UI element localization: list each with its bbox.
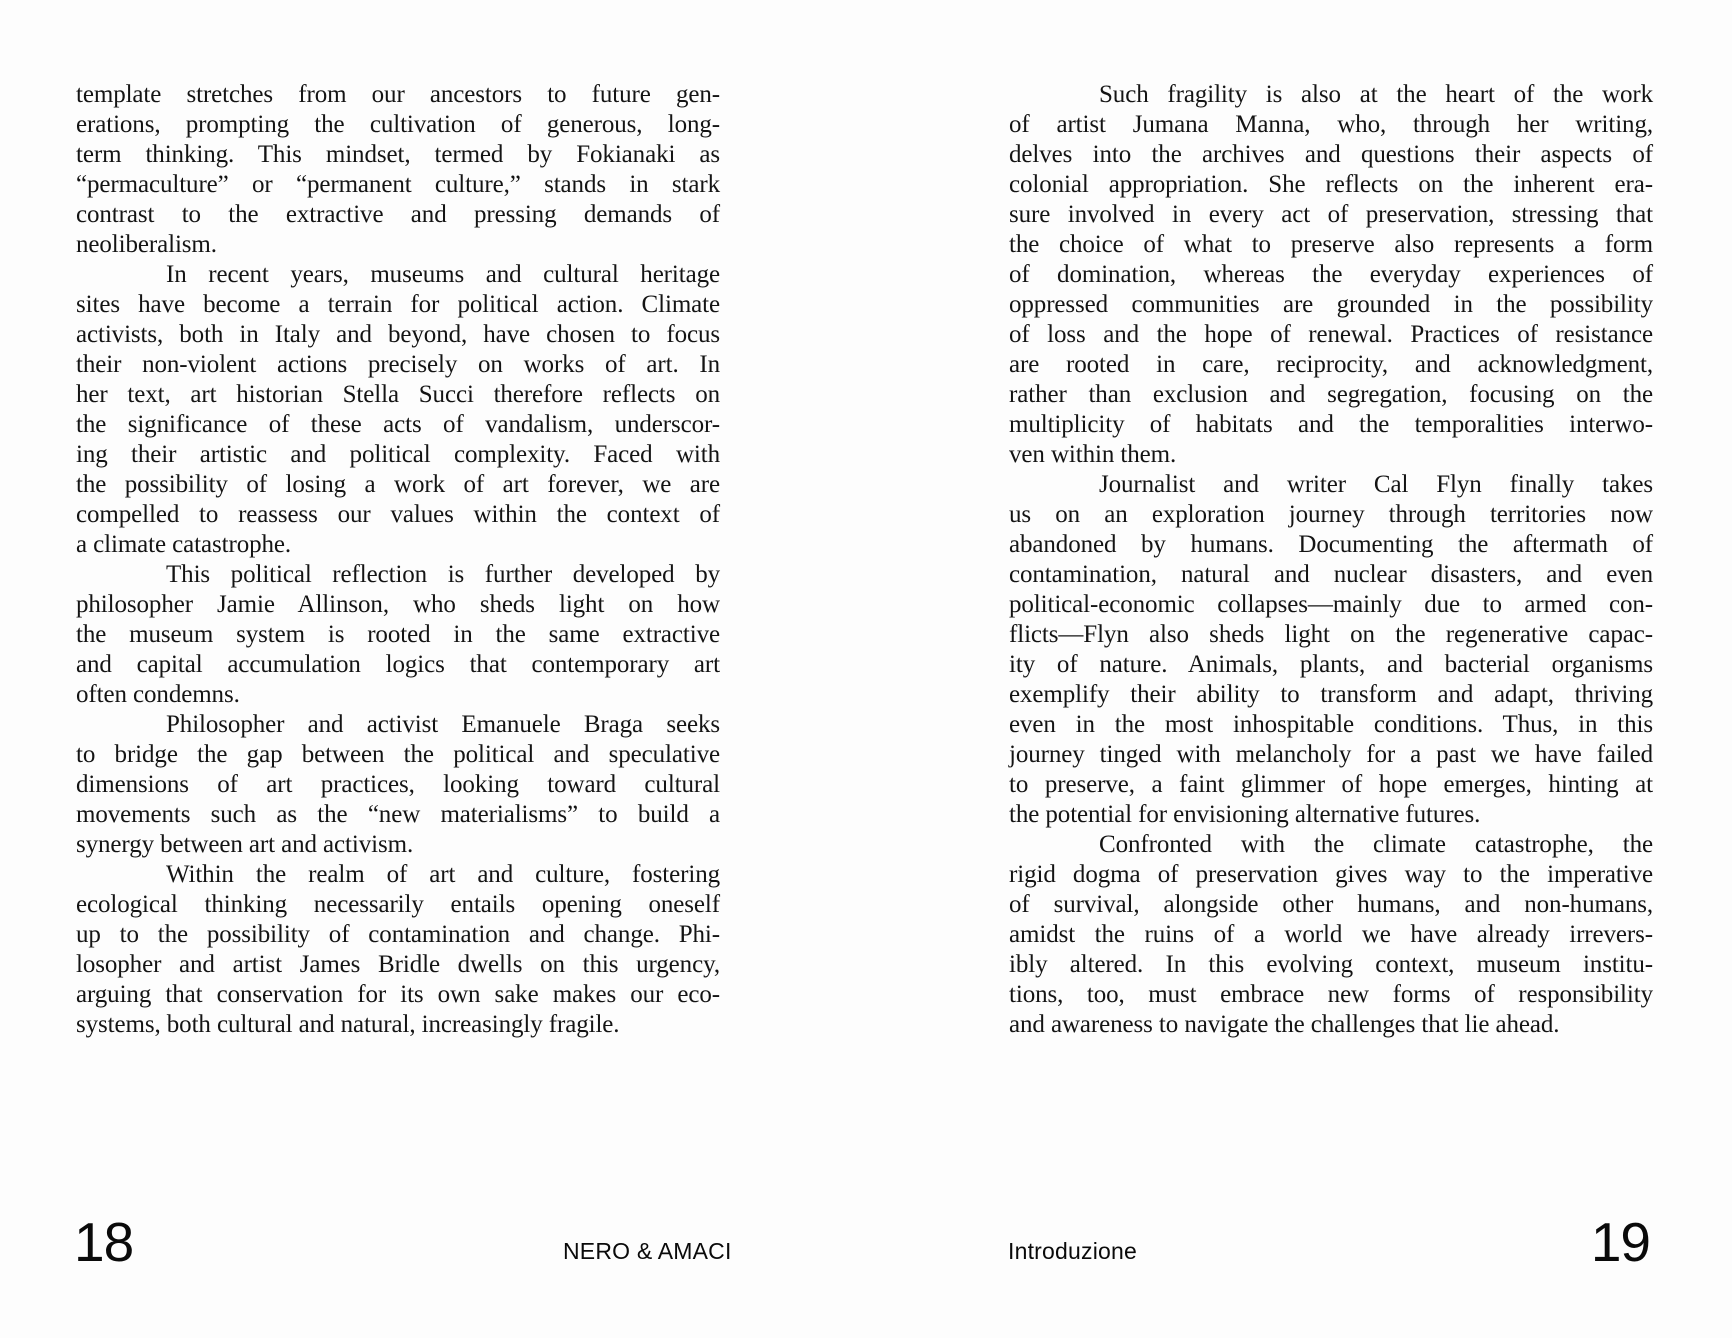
- text-line: systems, both cultural and natural, increasingly fragile.: [76, 1011, 620, 1038]
- text-line: dimensions of art practices, looking toward cultural: [76, 771, 720, 798]
- text-line: exemplify their ability to transform and adapt, thriving: [1009, 681, 1653, 708]
- text-line: of artist Jumana Manna, who, through her writing,: [1009, 111, 1653, 138]
- text-line: amidst the ruins of a world we have already irrevers-: [1009, 921, 1653, 948]
- text-line: This political reflection is further developed by: [166, 561, 720, 588]
- text-line: colonial appropriation. She reflects on the inherent era-: [1009, 171, 1653, 198]
- left-page-number: 18: [74, 1211, 134, 1273]
- text-line: Such fragility is also at the heart of the work: [1099, 81, 1653, 108]
- left-page-text-column: [76, 80, 720, 1040]
- text-line: Confronted with the climate catastrophe, the: [1099, 831, 1653, 858]
- text-line: tions, too, must embrace new forms of responsibility: [1009, 981, 1653, 1008]
- text-line: to preserve, a faint glimmer of hope emerges, hinting at: [1009, 771, 1653, 798]
- text-line: delves into the archives and questions their aspects of: [1009, 141, 1653, 168]
- text-line: “permaculture” or “permanent culture,” stands in stark: [76, 171, 720, 198]
- running-footer-chapter: Introduzione: [1008, 1238, 1137, 1264]
- text-line: ven within them.: [1009, 441, 1177, 468]
- text-line: abandoned by humans. Documenting the aftermath of: [1009, 531, 1653, 558]
- text-line: erations, prompting the cultivation of generous, long-: [76, 111, 720, 138]
- text-line: philosopher Jamie Allinson, who sheds light on how: [76, 591, 720, 618]
- right-page-text-column: [1009, 80, 1653, 1040]
- text-line: In recent years, museums and cultural heritage: [166, 261, 720, 288]
- text-line: political-economic collapses—mainly due to armed con-: [1009, 591, 1653, 618]
- text-line: Journalist and writer Cal Flyn finally takes: [1099, 471, 1653, 498]
- text-line: flicts—Flyn also sheds light on the regenerative capac-: [1009, 621, 1653, 648]
- text-line: term thinking. This mindset, termed by Fokianaki as: [76, 141, 720, 168]
- text-line: to bridge the gap between the political and speculative: [76, 741, 720, 768]
- text-line: journey tinged with melancholy for a past we have failed: [1009, 741, 1653, 768]
- text-line: of domination, whereas the everyday experiences of: [1009, 261, 1653, 288]
- text-line: rather than exclusion and segregation, focusing on the: [1009, 381, 1653, 408]
- text-line: their non-violent actions precisely on works of art. In: [76, 351, 720, 378]
- text-line: a climate catastrophe.: [76, 531, 292, 558]
- text-line: us on an exploration journey through territories now: [1009, 501, 1653, 528]
- text-line: contamination, natural and nuclear disasters, and even: [1009, 561, 1653, 588]
- text-line: the choice of what to preserve also represents a form: [1009, 231, 1653, 258]
- text-line: ecological thinking necessarily entails opening oneself: [76, 891, 720, 918]
- text-line: Within the realm of art and culture, fostering: [166, 861, 720, 888]
- text-line: contrast to the extractive and pressing demands of: [76, 201, 720, 228]
- text-line: rigid dogma of preservation gives way to the imperative: [1009, 861, 1653, 888]
- text-line: neoliberalism.: [76, 231, 217, 258]
- text-line: and awareness to navigate the challenges that lie ahead.: [1009, 1011, 1560, 1038]
- text-line: even in the most inhospitable conditions. Thus, in this: [1009, 711, 1653, 738]
- text-line: often condemns.: [76, 681, 240, 708]
- text-line: ibly altered. In this evolving context, museum institu-: [1009, 951, 1653, 978]
- text-line: ity of nature. Animals, plants, and bacterial organisms: [1009, 651, 1653, 678]
- running-footer-publisher: NERO & AMACI: [563, 1238, 732, 1264]
- text-line: the museum system is rooted in the same extractive: [76, 621, 720, 648]
- text-line: of survival, alongside other humans, and non-humans,: [1009, 891, 1653, 918]
- text-line: oppressed communities are grounded in the possibility: [1009, 291, 1653, 318]
- text-line: are rooted in care, reciprocity, and acknowledgment,: [1009, 351, 1653, 378]
- text-line: up to the possibility of contamination and change. Phi-: [76, 921, 720, 948]
- text-line: compelled to reassess our values within the context of: [76, 501, 720, 528]
- text-line: sites have become a terrain for political action. Climate: [76, 291, 720, 318]
- text-line: multiplicity of habitats and the temporalities interwo-: [1009, 411, 1653, 438]
- text-line: the potential for envisioning alternative futures.: [1009, 801, 1481, 828]
- right-page-number: 19: [1590, 1211, 1650, 1273]
- text-line: the significance of these acts of vandalism, underscor-: [76, 411, 720, 438]
- text-line: the possibility of losing a work of art forever, we are: [76, 471, 720, 498]
- text-line: Philosopher and activist Emanuele Braga seeks: [166, 711, 720, 738]
- text-line: template stretches from our ancestors to future gen-: [76, 81, 720, 108]
- text-line: activists, both in Italy and beyond, have chosen to focus: [76, 321, 720, 348]
- text-line: synergy between art and activism.: [76, 831, 414, 858]
- text-line: ing their artistic and political complexity. Faced with: [76, 441, 720, 468]
- text-line: her text, art historian Stella Succi therefore reflects on: [76, 381, 720, 408]
- text-line: losopher and artist James Bridle dwells on this urgency,: [76, 951, 720, 978]
- text-line: movements such as the “new materialisms” to build a: [76, 801, 720, 828]
- text-line: of loss and the hope of renewal. Practices of resistance: [1009, 321, 1653, 348]
- text-line: arguing that conservation for its own sake makes our eco-: [76, 981, 720, 1008]
- text-line: sure involved in every act of preservation, stressing that: [1009, 201, 1653, 228]
- text-line: and capital accumulation logics that contemporary art: [76, 651, 720, 678]
